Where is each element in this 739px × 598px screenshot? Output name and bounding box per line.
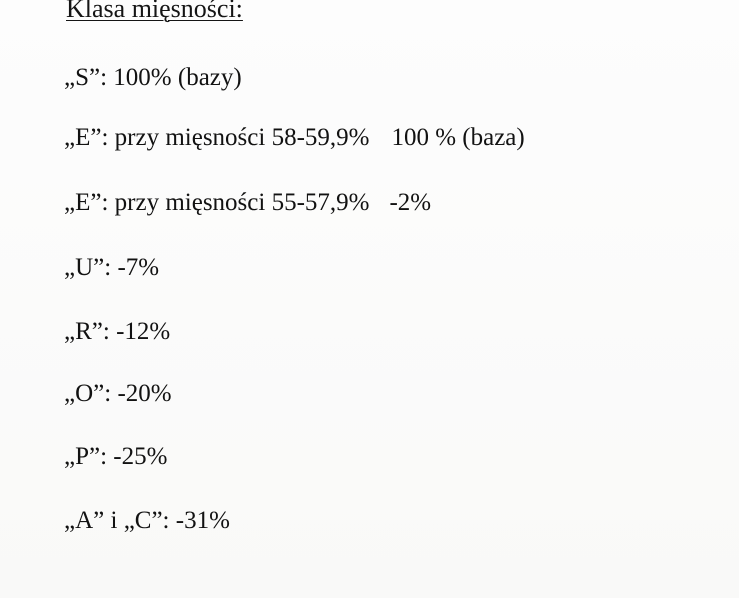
class-line-s [64,64,242,92]
class-line-p [64,443,167,471]
class-line-label: „O”: -20% [64,380,172,407]
class-line-label: „A” i „C”: -31% [64,507,230,534]
class-line-label: „E”: przy mięsności 55-57,9% [64,189,370,216]
class-line-label: „S”: 100% (bazy) [64,64,242,91]
class-line-a-c [64,507,230,535]
class-line-e-high [64,124,525,152]
class-line-label: „P”: -25% [64,443,168,470]
class-line-o [64,380,172,408]
class-line-value: 100 % (baza) [391,124,525,151]
section-heading: Klasa mięsności: [66,0,243,23]
class-line-e-low [64,189,431,217]
class-line-label: „E”: przy mięsności 58-59,9% [64,124,370,151]
class-line-r [64,318,170,346]
class-line-u [64,254,159,282]
class-line-label: „U”: -7% [64,254,160,281]
class-line-label: „R”: -12% [64,318,171,345]
class-line-value: -2% [389,189,432,216]
